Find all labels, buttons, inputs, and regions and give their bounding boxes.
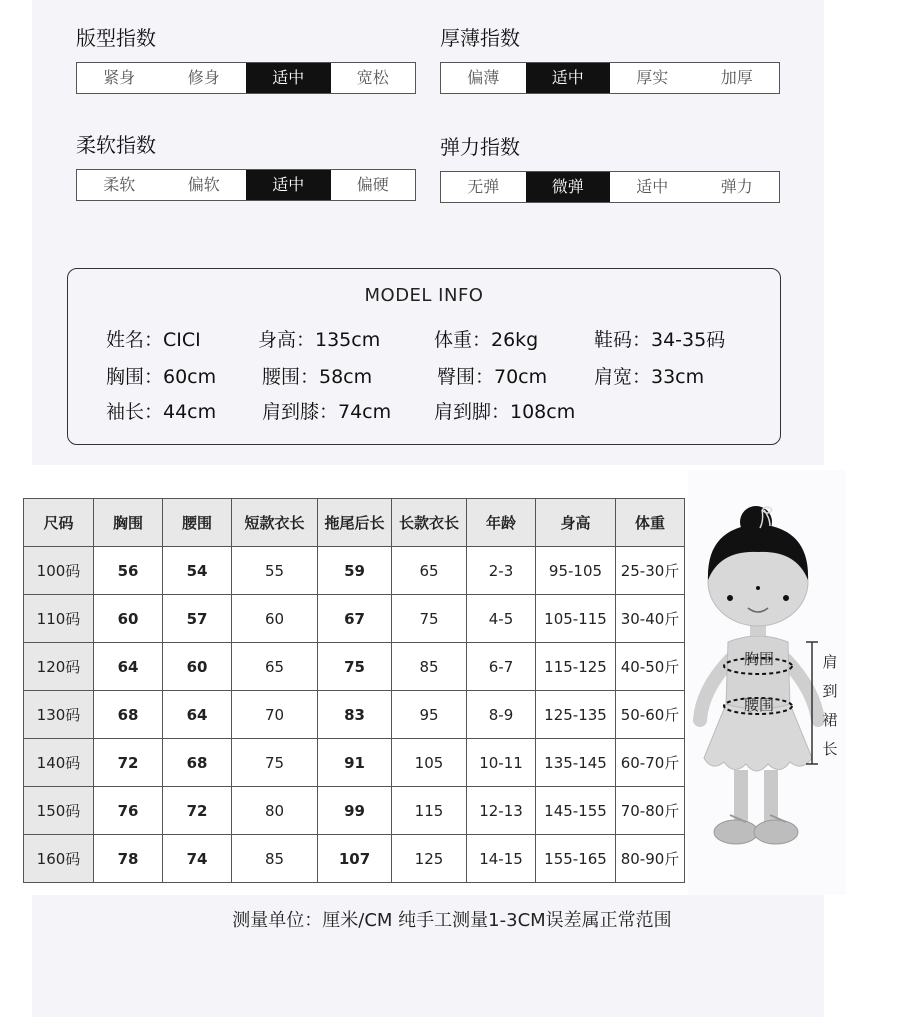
- table-header-row: [24, 499, 685, 547]
- column-header: 年龄: [467, 499, 536, 547]
- length-label-char: 到: [822, 682, 838, 700]
- index-option: 厚实: [636, 68, 669, 87]
- table-cell: 12-13: [467, 787, 536, 835]
- table-cell: 80: [232, 787, 318, 835]
- table-row: [24, 787, 685, 835]
- table-cell: 85: [392, 643, 467, 691]
- index-option: 适中: [526, 63, 611, 93]
- table-cell: 65: [232, 643, 318, 691]
- table-row: [24, 835, 685, 883]
- table-cell: 56: [94, 547, 163, 595]
- column-header: 体重: [616, 499, 685, 547]
- index-title: 弹力指数: [440, 135, 520, 159]
- column-header: 拖尾后长: [318, 499, 392, 547]
- index-option: 修身: [187, 68, 220, 87]
- table-cell: 70-80斤: [616, 787, 685, 835]
- table-cell: 72: [163, 787, 232, 835]
- table-cell: 54: [163, 547, 232, 595]
- table-cell: 75: [392, 595, 467, 643]
- table-cell: 60-70斤: [616, 739, 685, 787]
- length-label-char: 裙: [822, 711, 838, 729]
- table-cell: 155-165: [536, 835, 616, 883]
- index-option: 适中: [636, 177, 669, 196]
- index-option: 微弹: [526, 172, 611, 202]
- table-cell: 59: [318, 547, 392, 595]
- index-scale: [440, 62, 780, 94]
- table-cell: 2-3: [467, 547, 536, 595]
- size-label-cell: 110码: [24, 595, 94, 643]
- table-cell: 25-30斤: [616, 547, 685, 595]
- length-label-char: 肩: [822, 653, 838, 671]
- table-cell: 55: [232, 547, 318, 595]
- index-title: 柔软指数: [76, 133, 156, 157]
- index-option: 弹力: [720, 177, 753, 196]
- table-cell: 75: [232, 739, 318, 787]
- thickness-index: [440, 24, 780, 94]
- index-option: 偏薄: [467, 68, 500, 87]
- index-scale: [76, 169, 416, 201]
- size-label-cell: 160码: [24, 835, 94, 883]
- chest-label: 胸围: [744, 650, 775, 668]
- table-cell: 64: [163, 691, 232, 739]
- model-info-title: MODEL INFO: [364, 285, 484, 306]
- model-sleeve-length: 袖长：44cm: [106, 401, 217, 423]
- table-row: [24, 547, 685, 595]
- table-row: [24, 691, 685, 739]
- index-scale: [440, 171, 780, 203]
- table-cell: 60: [232, 595, 318, 643]
- table-cell: 135-145: [536, 739, 616, 787]
- table-row: [24, 739, 685, 787]
- waist-label: 腰围: [744, 696, 775, 714]
- table-cell: 60: [163, 643, 232, 691]
- index-option: 紧身: [103, 68, 136, 87]
- table-cell: 115: [392, 787, 467, 835]
- size-label-cell: 120码: [24, 643, 94, 691]
- index-option: 适中: [246, 170, 331, 200]
- elasticity-index: [440, 133, 780, 203]
- table-cell: 91: [318, 739, 392, 787]
- model-waist: 腰围：58cm: [262, 366, 373, 388]
- table-cell: 74: [163, 835, 232, 883]
- table-cell: 125: [392, 835, 467, 883]
- table-cell: 99: [318, 787, 392, 835]
- column-header: 长款衣长: [392, 499, 467, 547]
- model-hip: 臀围：70cm: [437, 366, 548, 388]
- index-option: 加厚: [720, 68, 753, 87]
- column-header: 身高: [536, 499, 616, 547]
- model-shoulder-width: 肩宽：33cm: [594, 366, 705, 388]
- table-cell: 60: [94, 595, 163, 643]
- table-cell: 50-60斤: [616, 691, 685, 739]
- table-row: [24, 643, 685, 691]
- size-chart-table: [23, 498, 685, 883]
- table-cell: 83: [318, 691, 392, 739]
- table-cell: 105-115: [536, 595, 616, 643]
- index-option: 柔软: [103, 175, 136, 194]
- model-name: 姓名：CICI: [106, 329, 201, 351]
- table-cell: 72: [94, 739, 163, 787]
- column-header: 尺码: [24, 499, 94, 547]
- fit-index: [76, 24, 416, 94]
- softness-index: [76, 131, 416, 201]
- table-cell: 68: [94, 691, 163, 739]
- table-cell: 145-155: [536, 787, 616, 835]
- size-label-cell: 150码: [24, 787, 94, 835]
- column-header: 胸围: [94, 499, 163, 547]
- table-cell: 68: [163, 739, 232, 787]
- table-cell: 85: [232, 835, 318, 883]
- table-cell: 78: [94, 835, 163, 883]
- table-cell: 6-7: [467, 643, 536, 691]
- size-label-cell: 100码: [24, 547, 94, 595]
- model-weight: 体重：26kg: [434, 329, 539, 351]
- table-row: [24, 595, 685, 643]
- model-shoulder-to-knee: 肩到膝：74cm: [262, 401, 392, 423]
- table-cell: 8-9: [467, 691, 536, 739]
- model-height: 身高：135cm: [258, 329, 381, 351]
- index-option: 无弹: [467, 177, 500, 196]
- table-cell: 80-90斤: [616, 835, 685, 883]
- table-cell: 57: [163, 595, 232, 643]
- table-cell: 105: [392, 739, 467, 787]
- model-chest: 胸围：60cm: [106, 366, 217, 388]
- index-option: 适中: [246, 63, 331, 93]
- model-shoe-size: 鞋码：34-35码: [594, 329, 726, 351]
- size-label-cell: 130码: [24, 691, 94, 739]
- table-cell: 125-135: [536, 691, 616, 739]
- index-title: 厚薄指数: [440, 26, 520, 50]
- table-cell: 115-125: [536, 643, 616, 691]
- column-header: 腰围: [163, 499, 232, 547]
- table-cell: 95: [392, 691, 467, 739]
- size-guide-figure: [690, 470, 846, 895]
- index-option: 偏软: [187, 175, 220, 194]
- table-cell: 40-50斤: [616, 643, 685, 691]
- model-shoulder-to-foot: 肩到脚：108cm: [434, 401, 576, 423]
- model-info-box: [67, 268, 781, 445]
- table-cell: 30-40斤: [616, 595, 685, 643]
- index-title: 版型指数: [76, 26, 156, 50]
- table-cell: 76: [94, 787, 163, 835]
- table-cell: 107: [318, 835, 392, 883]
- measurement-note: 测量单位：厘米/CM 纯手工测量1-3CM误差属正常范围: [232, 910, 672, 931]
- size-label-cell: 140码: [24, 739, 94, 787]
- table-cell: 4-5: [467, 595, 536, 643]
- table-cell: 14-15: [467, 835, 536, 883]
- table-cell: 95-105: [536, 547, 616, 595]
- column-header: 短款衣长: [232, 499, 318, 547]
- table-cell: 75: [318, 643, 392, 691]
- table-cell: 70: [232, 691, 318, 739]
- table-cell: 10-11: [467, 739, 536, 787]
- length-label: [820, 648, 840, 764]
- table-cell: 64: [94, 643, 163, 691]
- index-scale: [76, 62, 416, 94]
- length-label-char: 长: [822, 740, 838, 758]
- table-cell: 65: [392, 547, 467, 595]
- index-option: 宽松: [356, 68, 389, 87]
- table-cell: 67: [318, 595, 392, 643]
- index-option: 偏硬: [356, 175, 389, 194]
